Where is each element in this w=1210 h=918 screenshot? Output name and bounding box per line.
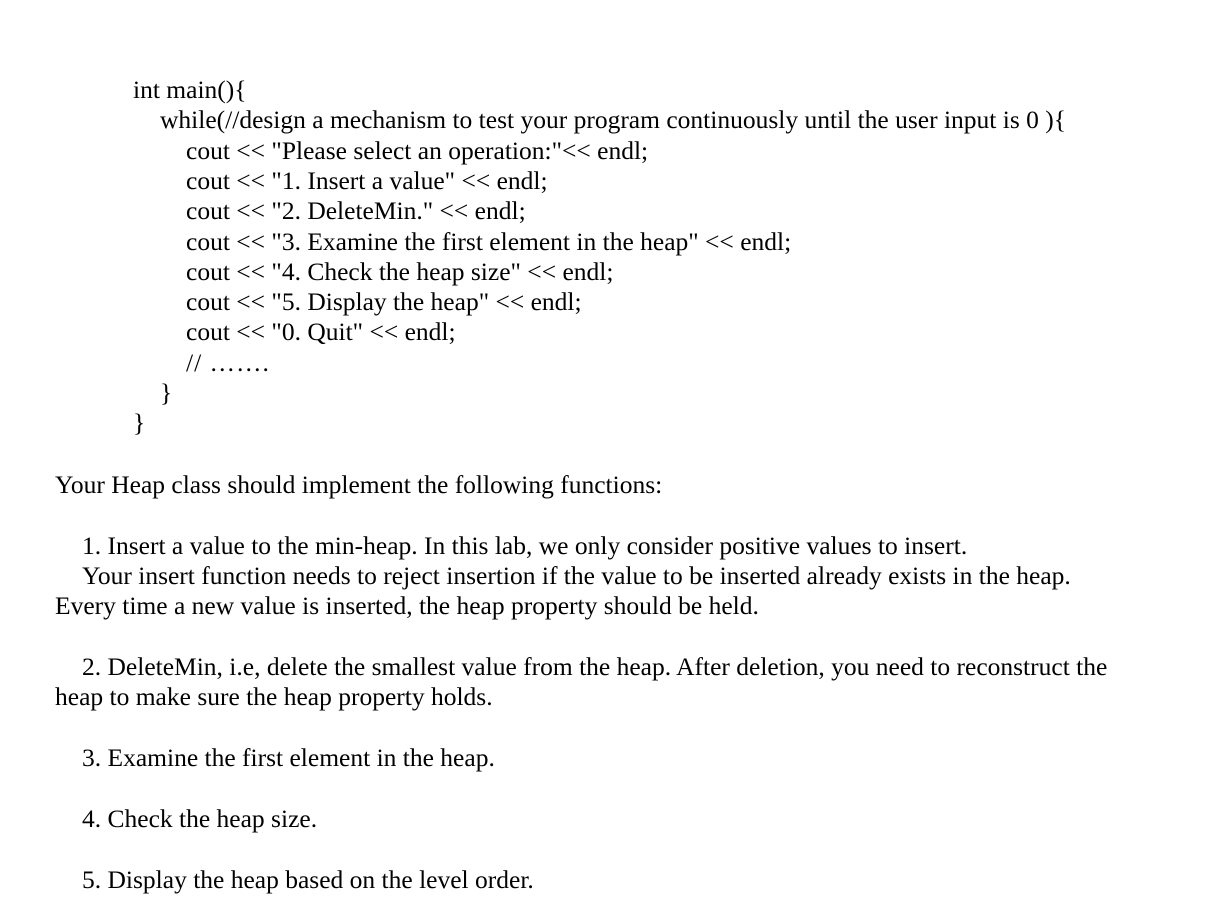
code-line-option-4: cout << "4. Check the heap size" << endl;: [186, 257, 614, 286]
item-2-line-2: heap to make sure the heap property holds.: [55, 682, 493, 711]
item-1-line-1: 1. Insert a value to the min-heap. In this lab, we only consider positive values to insert.: [82, 531, 968, 560]
code-line-option-3: cout << "3. Examine the first element in the heap" << endl;: [186, 227, 792, 256]
item-3: 3. Examine the first element in the heap.: [82, 743, 495, 772]
code-line-option-1: cout << "1. Insert a value" << endl;: [186, 166, 548, 195]
item-5: 5. Display the heap based on the level order.: [82, 865, 534, 894]
code-line-comment: // …….: [186, 348, 270, 377]
code-line-option-0: cout << "0. Quit" << endl;: [186, 317, 456, 346]
code-line-prompt: cout << "Please select an operation:"<< endl;: [186, 136, 649, 165]
code-line-main: int main(){: [133, 75, 247, 104]
item-1-line-2: Your insert function needs to reject insertion if the value to be inserted already exists in the heap.: [82, 561, 1071, 590]
code-line-close-main: }: [133, 408, 146, 437]
intro-text: Your Heap class should implement the following functions:: [55, 470, 663, 499]
code-line-option-2: cout << "2. DeleteMin." << endl;: [186, 196, 526, 225]
code-line-while: while(//design a mechanism to test your program continuously until the user input is 0 ){: [160, 105, 1067, 134]
code-line-close-while: }: [160, 378, 173, 407]
item-2-line-1: 2. DeleteMin, i.e, delete the smallest value from the heap. After deletion, you need to reconstruct the: [82, 652, 1108, 681]
code-line-option-5: cout << "5. Display the heap" << endl;: [186, 287, 582, 316]
item-4: 4. Check the heap size.: [82, 804, 318, 833]
item-1-line-3: Every time a new value is inserted, the heap property should be held.: [55, 591, 759, 620]
